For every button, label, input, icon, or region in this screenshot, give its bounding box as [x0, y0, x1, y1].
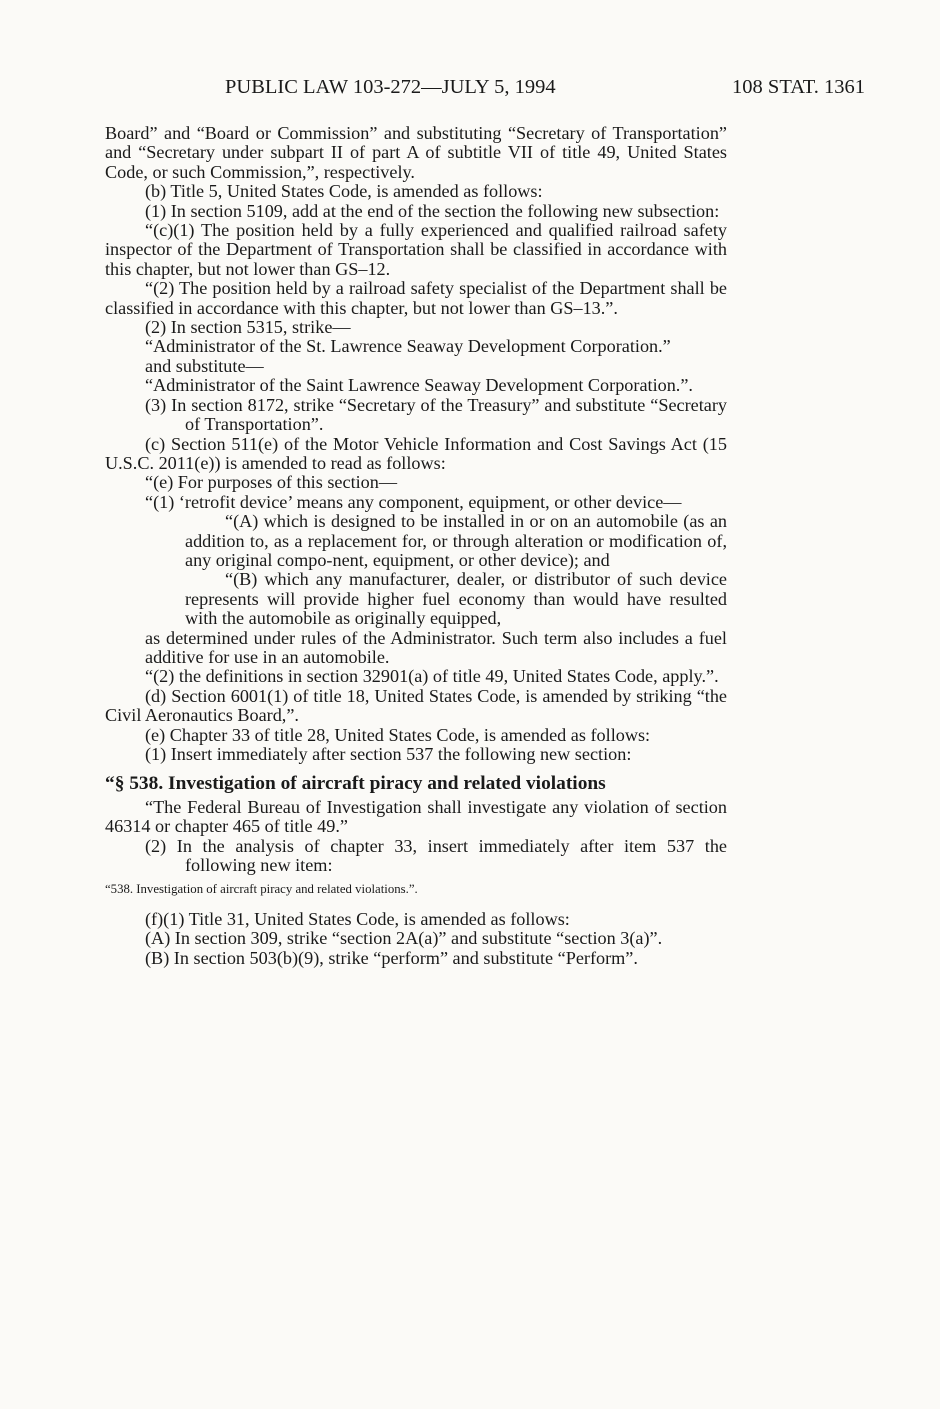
- paragraph: “(2) the definitions in section 32901(a) of title 49, United States Code, apply.”.: [145, 666, 719, 687]
- paragraph: “(A) which is designed to be installed in or on an automobile (as an addition to, as a replacement for, or through alteration or modification of, any original compo-nent, equipment, or other device); and: [185, 511, 727, 570]
- paragraph: as determined under rules of the Administrator. Such term also includes a fuel additive for use in an automobile.: [145, 627, 727, 667]
- statute-page-number: 108 STAT. 1361: [732, 76, 865, 98]
- paragraph: “Administrator of the St. Lawrence Seaway Development Corporation.”: [145, 336, 671, 357]
- analysis-item: “538. Investigation of aircraft piracy and related violations.”.: [105, 882, 418, 897]
- paragraph: “(c)(1) The position held by a fully experienced and qualified railroad safety inspector of the Department of Transportation shall be classified in accordance with this chapter, but not lower than GS–12.: [105, 220, 727, 279]
- running-title: PUBLIC LAW 103-272—JULY 5, 1994: [225, 76, 556, 98]
- paragraph: (2) In the analysis of chapter 33, insert immediately after item 537 the following new item:: [145, 835, 727, 876]
- paragraph: (e) Chapter 33 of title 28, United States Code, is amended as follows:: [145, 724, 651, 745]
- paragraph: (B) In section 503(b)(9), strike “perform” and substitute “Perform”.: [145, 947, 638, 968]
- paragraph: “(2) The position held by a railroad safety specialist of the Department shall be classified in accordance with this chapter, but not lower than GS–13.”.: [105, 278, 727, 318]
- paragraph: and substitute—: [145, 355, 264, 376]
- paragraph: (1) In section 5109, add at the end of the section the following new subsection:: [145, 200, 720, 221]
- paragraph: “(B) which any manufacturer, dealer, or distributor of such device represents will provide higher fuel economy than would have resulted with the automobile as originally equipped,: [185, 569, 727, 629]
- paragraph: “(1) ‘retrofit device’ means any component, equipment, or other device—: [145, 491, 682, 512]
- paragraph: (1) Insert immediately after section 537 the following new section:: [145, 744, 632, 764]
- paragraph: Board” and “Board or Commission” and substituting “Secretary of Transportation” and “Secretary under subpart II of part A of subtitle VII of title 49, United States Code, or such Commission,”, respectively.: [105, 123, 727, 182]
- paragraph: “Administrator of the Saint Lawrence Seaway Development Corporation.”.: [145, 375, 693, 396]
- paragraph: (2) In section 5315, strike—: [145, 317, 351, 338]
- section-heading: “§ 538. Investigation of aircraft piracy and related violations: [105, 773, 606, 795]
- paragraph: “The Federal Bureau of Investigation shall investigate any violation of section 46314 or chapter 465 of title 49.”: [105, 796, 727, 837]
- paragraph: (c) Section 511(e) of the Motor Vehicle Information and Cost Savings Act (15 U.S.C. 2011(e)) is amended to read as follows:: [105, 433, 727, 473]
- paragraph: “(e) For purposes of this section—: [145, 472, 398, 493]
- body-text: [105, 124, 727, 968]
- paragraph: (b) Title 5, United States Code, is amended as follows:: [145, 181, 543, 202]
- page-header: [105, 76, 865, 102]
- paragraph: (f)(1) Title 31, United States Code, is amended as follows:: [145, 908, 570, 929]
- paragraph: (A) In section 309, strike “section 2A(a)” and substitute “section 3(a)”.: [145, 928, 663, 949]
- paragraph: (d) Section 6001(1) of title 18, United States Code, is amended by striking “the Civil Aeronautics Board,”.: [105, 685, 727, 726]
- paragraph: (3) In section 8172, strike “Secretary of the Treasury” and substitute “Secretary of Transportation”.: [145, 394, 727, 435]
